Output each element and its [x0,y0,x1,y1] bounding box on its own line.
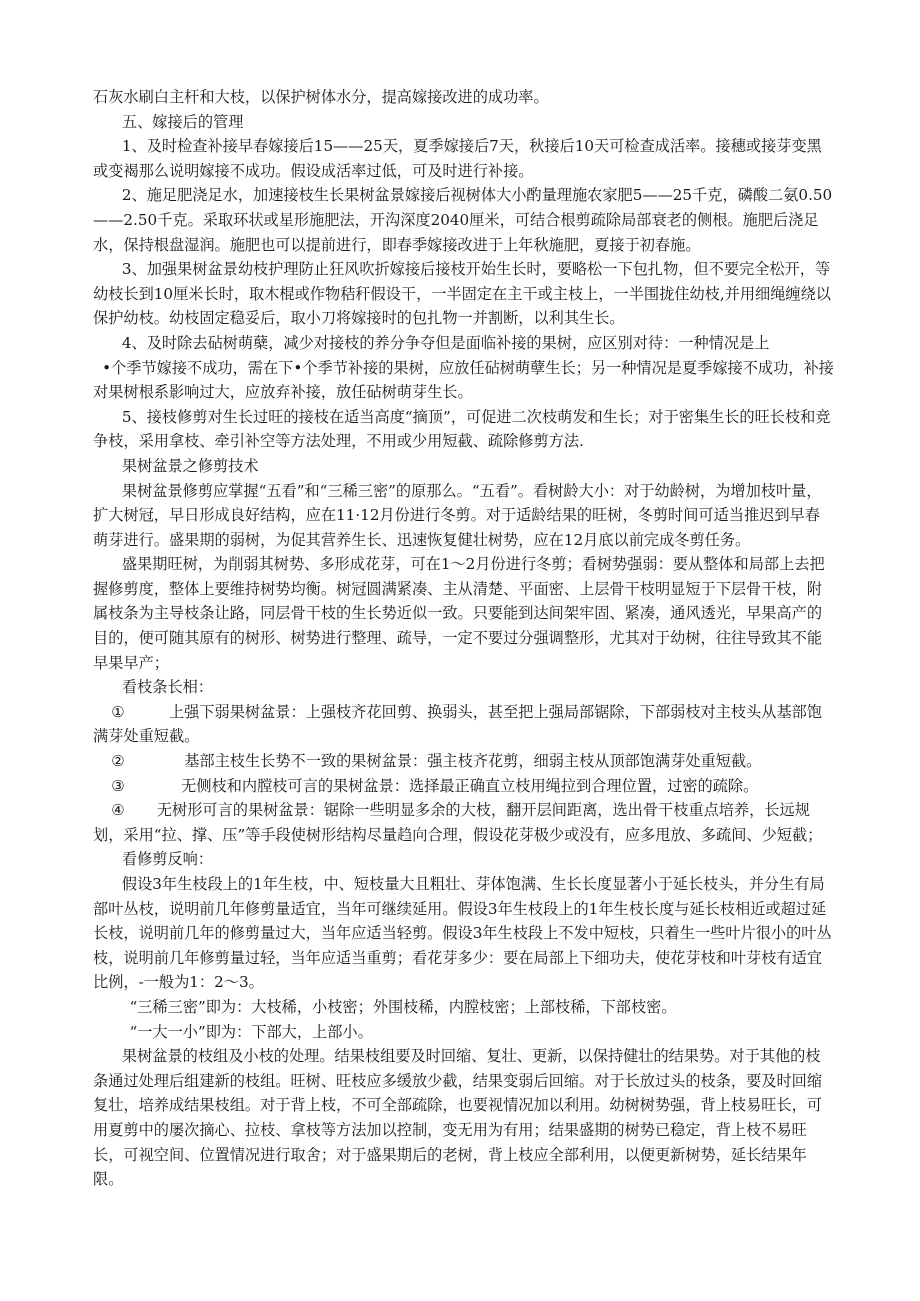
paragraph-item-2: 2、施足肥浇足水，加速接枝生长果树盆景嫁接后视树体大小酌量理施农家肥5——25千克，磷酸二氨0.50——2.50千克。采取环状或星形施肥法，开沟深度2040厘米，可结合根剪疏除局部衰老的侧根。施肥后浇足水，保持根盘湿润。施肥也可以提前进行，即春季嫁接改进于上年秋施肥，夏接于初春施。 [93,186,833,254]
paragraph-pruning-response: 假设3年生枝段上的1年生枝，中、短枝量大且粗壮、芽体饱满、生长长度显著小于延长枝头，并分生有局部叶丛枝，说明前几年修剪量适宜，当年可继续延用。假设3年生枝段上的1年生枝长度与延长枝相近或超过延长枝，说明前几年的修剪量过大，当年应适当轻剪。假设3年生枝段上不发中短枝，只着生一些叶片很小的叶丛枝，说明前几年修剪量过轻，当年应适当重剪；看花芽多少：要在局部上下细功夫，使花芽枝和叶芽枝有适宜比例，-一般为1：2〜3。 [93,875,832,992]
paragraph-item-3: 3、加强果树盆景幼枝护理防止狂风吹折嫁接后接枝开始生长时，要略松一下包扎物，但不要完全松开，等幼枝长到10厘米长时，取木棍或作物秸秆假设干，一半固定在主干或主枝上，一半围拢住幼枝,并用细绳缠绕以保护幼枝。幼枝固定稳妥后，取小刀将嫁接时的包扎物一并割断，以利其生长。 [93,260,831,328]
list-text-1: 上强下弱果树盆景：上强枝齐花回剪、换弱头，甚至把上强局部锯除，下部弱枝对主枝头从基部饱满芽处重短截。 [93,702,823,746]
paragraph-item-5: 5、接枝修剪对生长过旺的接枝在适当高度“摘顶”，可促进二次枝萌发和生长；对于密集生长的旺长枝和竞争枝，采用拿枝、牵引补空等方法处理，不用或少用短截、疏除修剪方法. [93,407,831,451]
paragraph-item-4-start: 4、及时除去砧树萌蘖，减少对接枝的养分争夺但是面临补接的果树，应区别对待：一种情况是上 [121,333,770,352]
paragraph-intro: 石灰水刷白主杆和大枝，以保护树体水分，提高嫁接改进的成功率。 [93,88,549,106]
list-number-3: ③ [111,776,125,795]
list-item-3 [93,774,834,799]
list-text-3: 无侧枝和内膛枝可言的果树盆景：选择最正确直立枝用绳拉到合理位置，过密的疏除。 [181,776,759,795]
list-number-2: ② [111,752,125,771]
section-heading-pruning: 果树盆景之修剪技术 [121,456,259,475]
list-item-4 [93,798,834,847]
list-text-4: 无树形可言的果树盆景：锯除一些明显多余的大枝，翻开层间距离，选出骨干枝重点培养，长远规划，采用“拉、撑、压”等手段使树形结构尽量趋向合理，假设花芽极少或没有，应多甩放、多疏间、少短截； [93,801,823,844]
paragraph-branch-groups: 果树盆景的枝组及小枝的处理。结果枝组要及时回缩、复壮、更新，以保持健壮的结果势。对于其他的枝条通过处理后组建新的枝组。旺树、旺枝应多缓放少截，结果变弱后回缩。对于长放过头的枝条，要及时回缩复壮，培养成结果枝组。对于背上枝，不可全部疏除，也要视情况加以利用。幼树树势强，背上枝易旺长，可用夏剪中的屡次摘心、拉枝、拿枝等方法加以控制，变无用为有用；结果盛期的树势已稳定，背上枝不易旺长，可视空间、位置情况进行取舍；对于盛果期后的老树，背上枝应全部利用，以便更新树势，延长结果年限。 [93,1047,822,1189]
subheading-pruning-response: 看修剪反响： [121,850,213,869]
paragraph-item-4-cont: •个季节嫁接不成功，需在下•个季节补接的果树，应放任砧树萌孽生长；另一种情况是夏季嫁接不成功，补接对果树根系影响过大，应放弃补接，放任砧树萌芽生长。 [93,358,834,402]
list-item-1 [93,700,834,749]
paragraph-vigorous-trees: 盛果期旺树，为削弱其树势、多形成花芽，可在1〜2月份进行冬剪；看树势强弱：要从整体和局部上去把握修剪度，整体上要维持树势均衡。树冠圆满紧凑、主从清楚、平面密、上层骨干枝明显短于下层骨干枝，附属枝条为主导枝条让路，同层骨干枝的生长势近似一致。只要能到达间架牢固、紧凑，通风透光，早果高产的目的，便可随其原有的树形、树势进行整理、疏导，一定不要过分强调整形，尤其对于幼树，往往导致其不能早果早产； [93,555,825,672]
section-heading-post-grafting: 五、嫁接后的管理 [121,112,244,131]
document-page [93,85,834,1192]
subheading-branch-appearance: 看枝条长相： [121,678,213,697]
paragraph-one-large-one-small: “一大一小”即为：下部大，上部小。 [129,1022,373,1041]
paragraph-five-looks: 果树盆景修剪应掌握“五看”和“三稀三密”的原那么。“五看”。看树龄大小：对于幼龄树，为增加枝叶量，扩大树冠，早日形成良好结构，应在11·12月份进行冬剪。对于适龄结果的旺树，冬剪时间可适当推迟到早春萌芽进行。盛果期的弱树，为促其营养生长、迅速恢复健壮树势，应在12月底以前完成冬剪任务。 [93,481,822,549]
paragraph-three-sparse-three-dense: “三稀三密”即为：大枝稀，小枝密；外围枝稀，内膛枝密；上部枝稀，下部枝密。 [129,997,677,1016]
list-item-2 [93,749,834,774]
list-number-4: ④ [111,801,125,820]
list-number-1: ① [111,702,125,721]
list-text-2: 基部主枝生长势不一致的果树盆景：强主枝齐花剪，细弱主枝从顶部饱满芽处重短截。 [184,752,762,771]
paragraph-item-1: 1、及时检查补接早春嫁接后15——25天，夏季嫁接后7天，秋接后10天可检查成活率。接穗或接芽变黑或变褐那么说明嫁接不成功。假设成活率过低，可及时进行补接。 [93,137,822,180]
